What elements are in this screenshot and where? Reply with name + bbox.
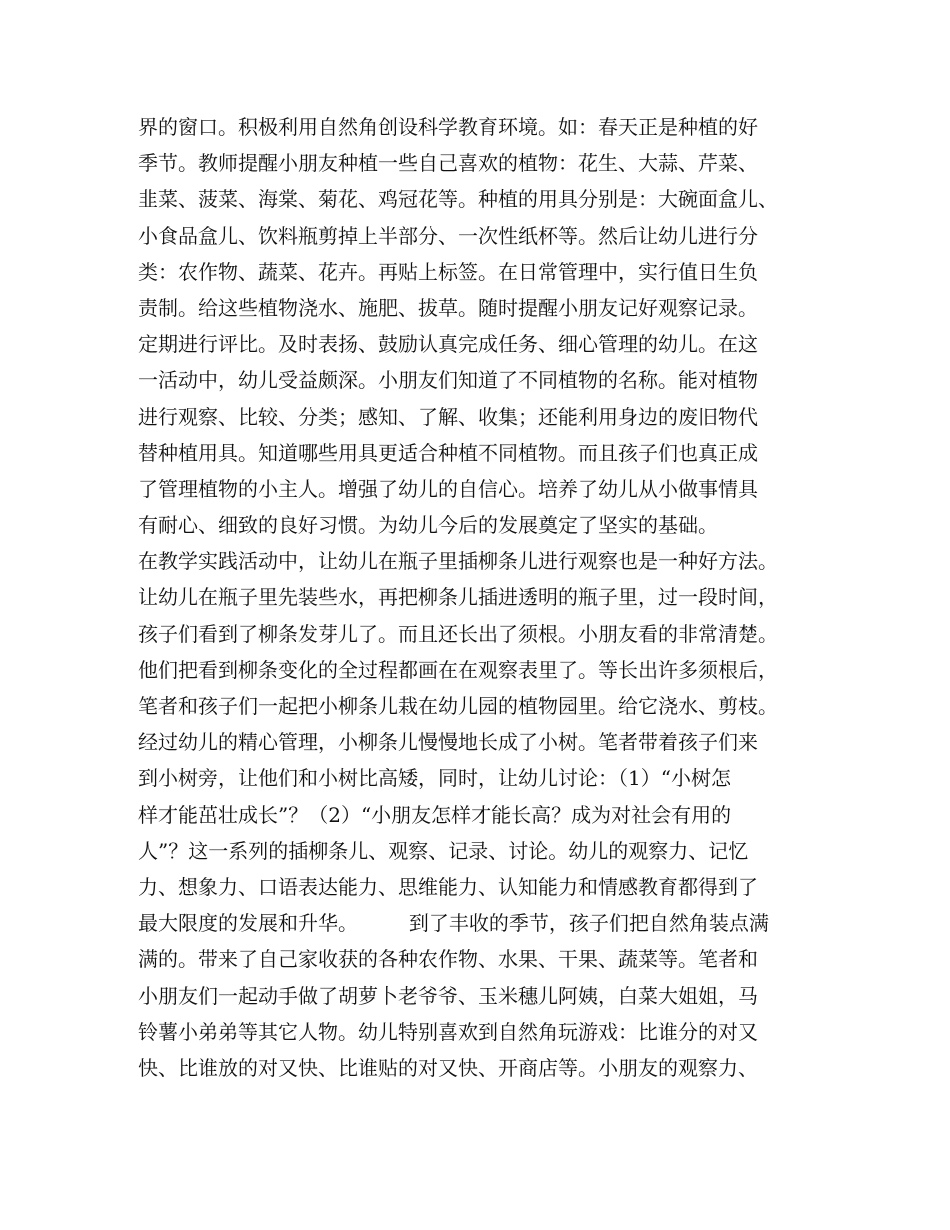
text-line: 替种植用具。知道哪些用具更适合种植不同植物。而且孩子们也真正成 (138, 440, 758, 465)
text-line: 孩子们看到了柳条发芽儿了。而且还长出了须根。小朋友看的非常清楚。 (138, 621, 778, 646)
text-line: 类：农作物、蔬菜、花卉。再贴上标签。在日常管理中，实行值日生负 (138, 259, 758, 284)
text-line: 界的窗口。积极利用自然角创设科学教育环境。如：春天正是种植的好 (138, 115, 758, 139)
text-line: 有耐心、细致的良好习惯。为幼儿今后的发展奠定了坚实的基础。 (138, 513, 718, 538)
text-line: 样才能茁壮成长”？（2）“小朋友怎样才能长高？成为对社会有用的 (138, 802, 732, 827)
text-line: 进行观察、比较、分类；感知、了解、收集；还能利用身边的废旧物代 (138, 404, 758, 429)
text-line: 人”？这一系列的插柳条儿、观察、记录、讨论。幼儿的观察力、记忆 (138, 838, 749, 863)
text-line: 他们把看到柳条变化的全过程都画在在观察表里了。等长出许多须根后， (138, 657, 778, 682)
text-line: 小朋友们一起动手做了胡萝卜老爷爷、玉米穗儿阿姨，白菜大姐姐，马 (138, 983, 758, 1008)
text-line: 一活动中，幼儿受益颇深。小朋友们知道了不同植物的名称。能对植物 (138, 368, 758, 393)
text-line: 力、想象力、口语表达能力、思维能力、认知能力和情感教育都得到了 (138, 874, 758, 899)
text-line: 铃薯小弟弟等其它人物。幼儿特别喜欢到自然角玩游戏：比谁分的对又 (138, 1019, 758, 1044)
text-line: 快、比谁放的对又快、比谁贴的对又快、开商店等。小朋友的观察力、 (138, 1055, 758, 1080)
text-line: 韭菜、菠菜、海棠、菊花、鸡冠花等。种植的用具分别是：大碗面盒儿、 (138, 187, 778, 212)
text-line: 了管理植物的小主人。增强了幼儿的自信心。培养了幼儿从小做事情具 (138, 476, 758, 501)
text-line: 满的。带来了自己家收获的各种农作物、水果、干果、蔬菜等。笔者和 (138, 947, 758, 972)
text-line: 笔者和孩子们一起把小柳条儿栽在幼儿园的植物园里。给它浇水、剪枝。 (138, 694, 778, 718)
text-line: 小食品盒儿、饮料瓶剪掉上半部分、一次性纸杯等。然后让幼儿进行分 (138, 223, 758, 248)
text-line: 责制。给这些植物浇水、施肥、拔草。随时提醒小朋友记好观察记录。 (138, 295, 758, 320)
text-line: 最大限度的发展和升华。 到了丰收的季节，孩子们把自然角装点满 (138, 911, 769, 936)
text-line: 定期进行评比。及时表扬、鼓励认真完成任务、细心管理的幼儿。在这 (138, 332, 758, 357)
body-text (138, 109, 828, 1086)
text-line: 在教学实践活动中，让幼儿在瓶子里插柳条儿进行观察也是一种好方法。 (138, 549, 778, 574)
text-line: 季节。教师提醒小朋友种植一些自己喜欢的植物：花生、大蒜、芹菜、 (138, 151, 758, 176)
text-line: 经过幼儿的精心管理，小柳条儿慢慢地长成了小树。笔者带着孩子们来 (138, 730, 758, 755)
text-line: 到小树旁，让他们和小树比高矮，同时，让幼儿讨论：（1）“小树怎 (138, 766, 731, 791)
text-line: 让幼儿在瓶子里先装些水，再把柳条儿插进透明的瓶子里，过一段时间， (138, 585, 778, 610)
